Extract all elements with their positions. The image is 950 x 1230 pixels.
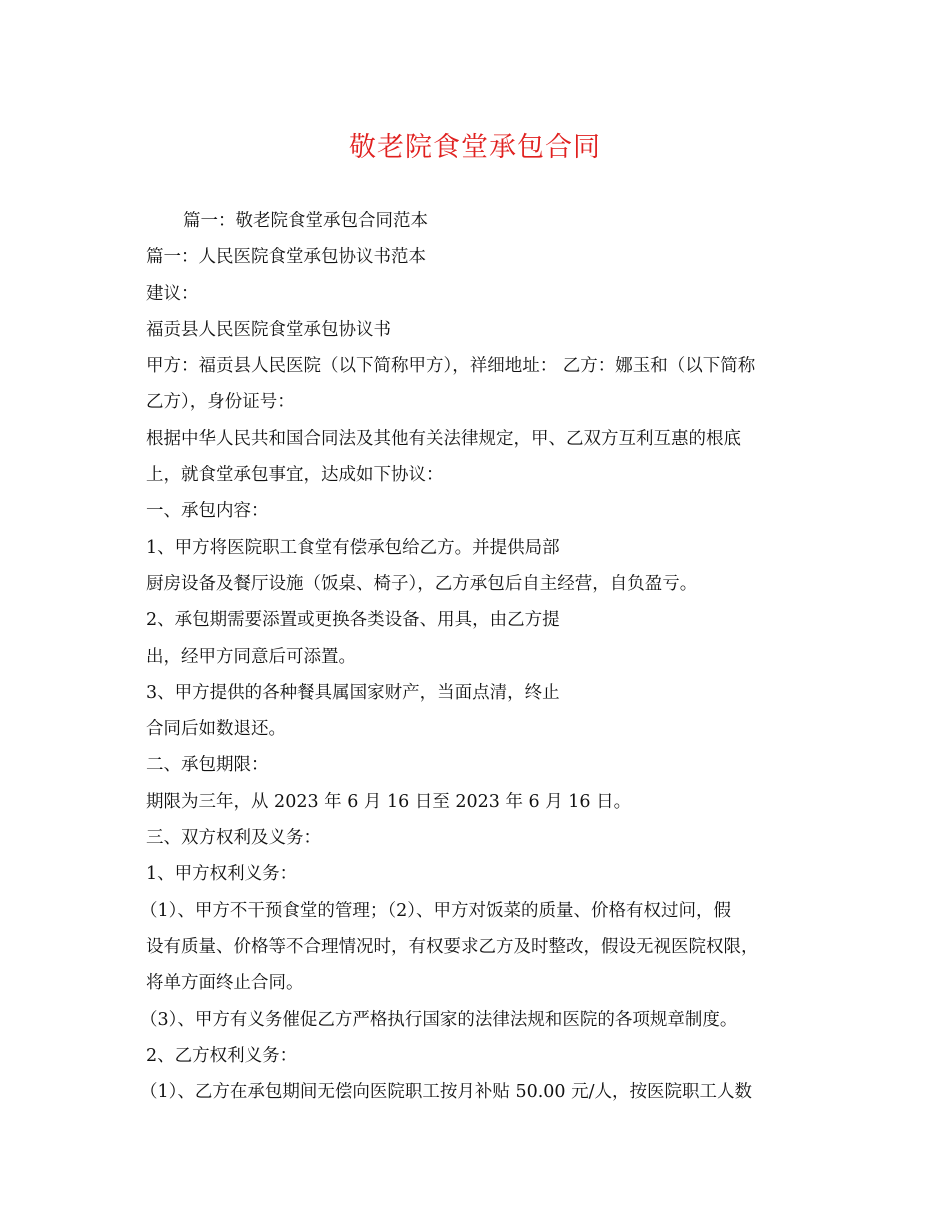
- text-line: 根据中华人民共和国合同法及其他有关法律规定，甲、乙双方互利互惠的根底: [146, 428, 741, 449]
- section-heading: 一、承包内容：: [146, 501, 269, 522]
- text-line: （1）、乙方在承包期间无偿向医院职工按月补贴 50.00 元/人，按医院职工人数: [140, 1082, 753, 1103]
- text-line: 合同后如数退还。: [146, 719, 286, 740]
- text-line: 2、承包期需要添置或更换各类设备、用具，由乙方提: [146, 610, 560, 631]
- text-line: 乙方），身份证号：: [146, 392, 295, 413]
- text-line: 上，就食堂承包事宜，达成如下协议：: [146, 465, 444, 486]
- document-title: 敬老院食堂承包合同: [349, 132, 601, 163]
- document-body: [140, 203, 811, 1110]
- text-line: 期限为三年，从 2023 年 6 月 16 日至 2023 年 6 月 16 日。: [146, 791, 632, 812]
- text-line: 2、乙方权利义务：: [146, 1045, 298, 1066]
- text-line: 甲方：福贡县人民医院（以下简称甲方），祥细地址： 乙方：娜玉和（以下简称: [146, 356, 756, 377]
- section-heading: 三、双方权利及义务：: [146, 828, 321, 849]
- text-line: 福贡县人民医院食堂承包协议书: [146, 319, 391, 340]
- text-line: （1）、甲方不干预食堂的管理；（2）、甲方对饭菜的质量、价格有权过问，假: [140, 900, 732, 921]
- text-line: 1、甲方权利义务：: [146, 864, 298, 885]
- text-line: 将单方面终止合同。: [146, 973, 304, 994]
- text-line: 1、甲方将医院职工食堂有偿承包给乙方。并提供局部: [146, 537, 560, 558]
- text-line: （3）、甲方有义务催促乙方严格执行国家的法律法规和医院的各项规章制度。: [140, 1009, 738, 1030]
- text-line: 厨房设备及餐厅设施（饭桌、椅子），乙方承包后自主经营，自负盈亏。: [146, 573, 698, 594]
- section-heading: 二、承包期限：: [146, 755, 269, 776]
- text-line: 设有质量、价格等不合理情况时，有权要求乙方及时整改，假设无视医院权限，: [146, 936, 759, 957]
- text-line: 篇一：人民医院食堂承包协议书范本: [146, 247, 426, 268]
- text-line: 3、甲方提供的各种餐具属国家财产，当面点清，终止: [146, 682, 560, 703]
- text-line: 出，经甲方同意后可添置。: [146, 646, 356, 667]
- text-line: 建议：: [146, 283, 199, 304]
- text-line: 篇一：敬老院食堂承包合同范本: [183, 211, 428, 231]
